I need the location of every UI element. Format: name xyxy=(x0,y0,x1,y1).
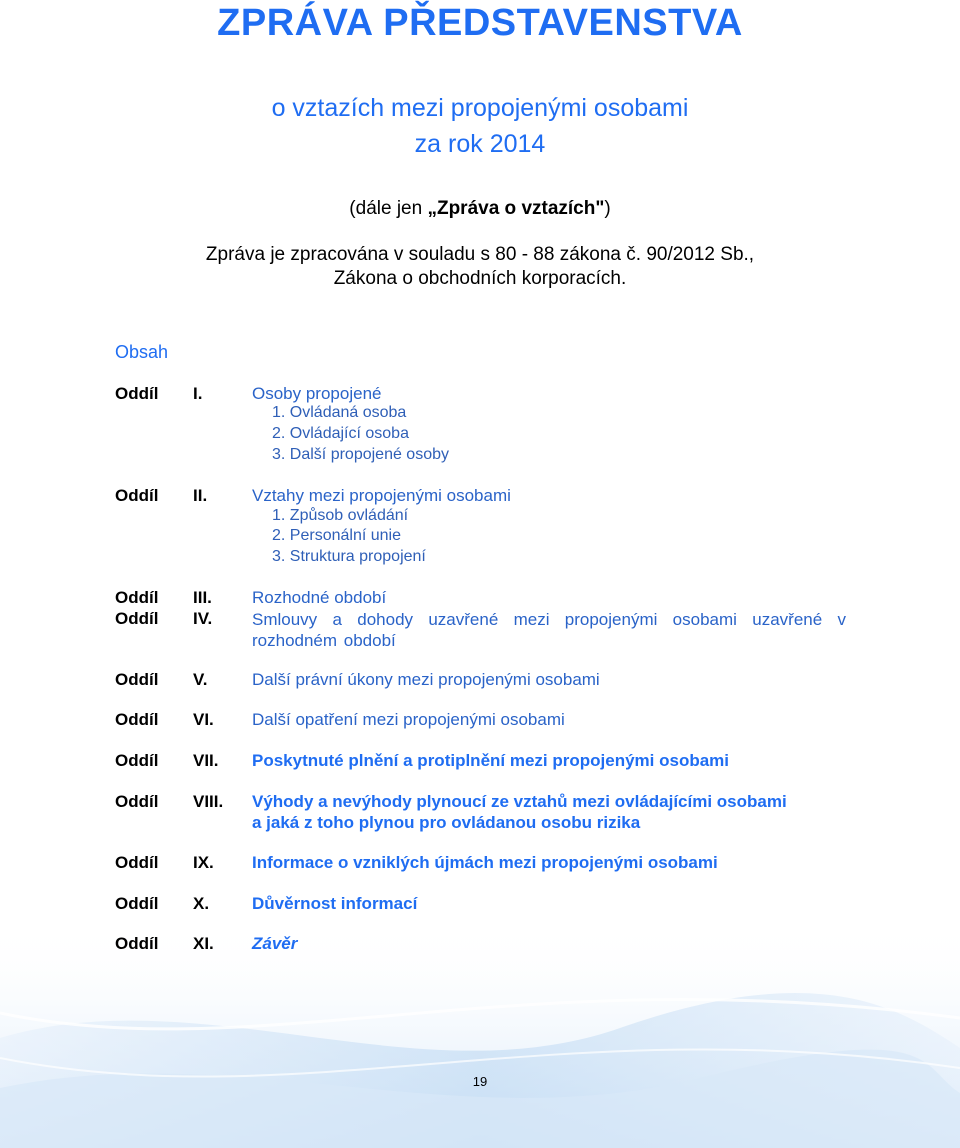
toc-number: VII. xyxy=(193,751,219,770)
toc-title: Rozhodné období xyxy=(252,588,387,607)
toc-subitem: 2. Personální unie xyxy=(272,527,401,544)
toc-number: VIII. xyxy=(193,792,224,811)
page-number: 19 xyxy=(472,1074,488,1089)
toc-title: Závěr xyxy=(252,934,298,953)
toc-label: Oddíl xyxy=(115,486,159,505)
page-title: ZPRÁVA PŘEDSTAVENSTVA xyxy=(217,2,743,44)
legal-basis-line-1: Zpráva je zpracována v souladu s 80 - 88 zákona č. 90/2012 Sb., xyxy=(205,244,755,265)
subtitle-line-1: o vztazích mezi propojenými osobami xyxy=(271,94,689,122)
toc-heading: Obsah xyxy=(115,342,169,362)
toc-subitem: 1. Způsob ovládání xyxy=(272,507,409,524)
toc-label: Oddíl xyxy=(115,853,159,872)
toc-label: Oddíl xyxy=(115,588,159,607)
toc-number: I. xyxy=(193,384,203,403)
toc-title: Další právní úkony mezi propojenými osobami xyxy=(252,670,600,689)
toc-title: Osoby propojené xyxy=(252,384,382,403)
toc-title: Vztahy mezi propojenými osobami xyxy=(252,486,511,505)
toc-number: VI. xyxy=(193,710,214,729)
toc-label: Oddíl xyxy=(115,609,159,628)
toc-label: Oddíl xyxy=(115,934,159,953)
toc-label: Oddíl xyxy=(115,751,159,770)
abbreviation-name: „Zpráva o vztazích" xyxy=(427,198,605,219)
toc-label: Oddíl xyxy=(115,670,159,689)
toc-number: II. xyxy=(193,486,208,505)
abbreviation-suffix: ) xyxy=(604,198,611,219)
toc-label: Oddíl xyxy=(115,384,159,403)
toc-number: IV. xyxy=(193,609,213,628)
legal-basis-line-2: Zákona o obchodních korporacích. xyxy=(333,268,627,289)
toc-number: XI. xyxy=(193,934,214,953)
toc-number: III. xyxy=(193,588,212,607)
toc-label: Oddíl xyxy=(115,894,159,913)
toc-label: Oddíl xyxy=(115,792,159,811)
toc-label: Oddíl xyxy=(115,710,159,729)
subtitle-line-2: za rok 2014 xyxy=(414,130,546,158)
toc-title: Informace o vzniklých újmách mezi propojenými osobami xyxy=(252,853,718,872)
toc-title-line-1: Výhody a nevýhody plynoucí ze vztahů mezi ovládajícími osobami xyxy=(252,792,787,811)
toc-title: Smlouvy a dohody uzavřené mezi propojenými osobami uzavřené v rozhodném období xyxy=(252,610,846,650)
toc-subitem: 1. Ovládaná osoba xyxy=(272,404,407,421)
toc-title-line-2: a jaká z toho plynou pro ovládanou osobu rizika xyxy=(252,813,641,832)
toc-subitem: 3. Další propojené osoby xyxy=(272,446,449,463)
abbreviation-note xyxy=(0,198,960,220)
abbreviation-prefix: (dále jen xyxy=(349,198,428,219)
toc-number: IX. xyxy=(193,853,214,872)
toc-number: X. xyxy=(193,894,210,913)
toc-number: V. xyxy=(193,670,208,689)
toc-subitem: 2. Ovládající osoba xyxy=(272,425,409,442)
toc-subitem: 3. Struktura propojení xyxy=(272,548,426,565)
toc-title: Poskytnuté plnění a protiplnění mezi propojenými osobami xyxy=(252,751,730,770)
toc-title: Důvěrnost informací xyxy=(252,894,418,913)
toc-title: Další opatření mezi propojenými osobami xyxy=(252,710,565,729)
